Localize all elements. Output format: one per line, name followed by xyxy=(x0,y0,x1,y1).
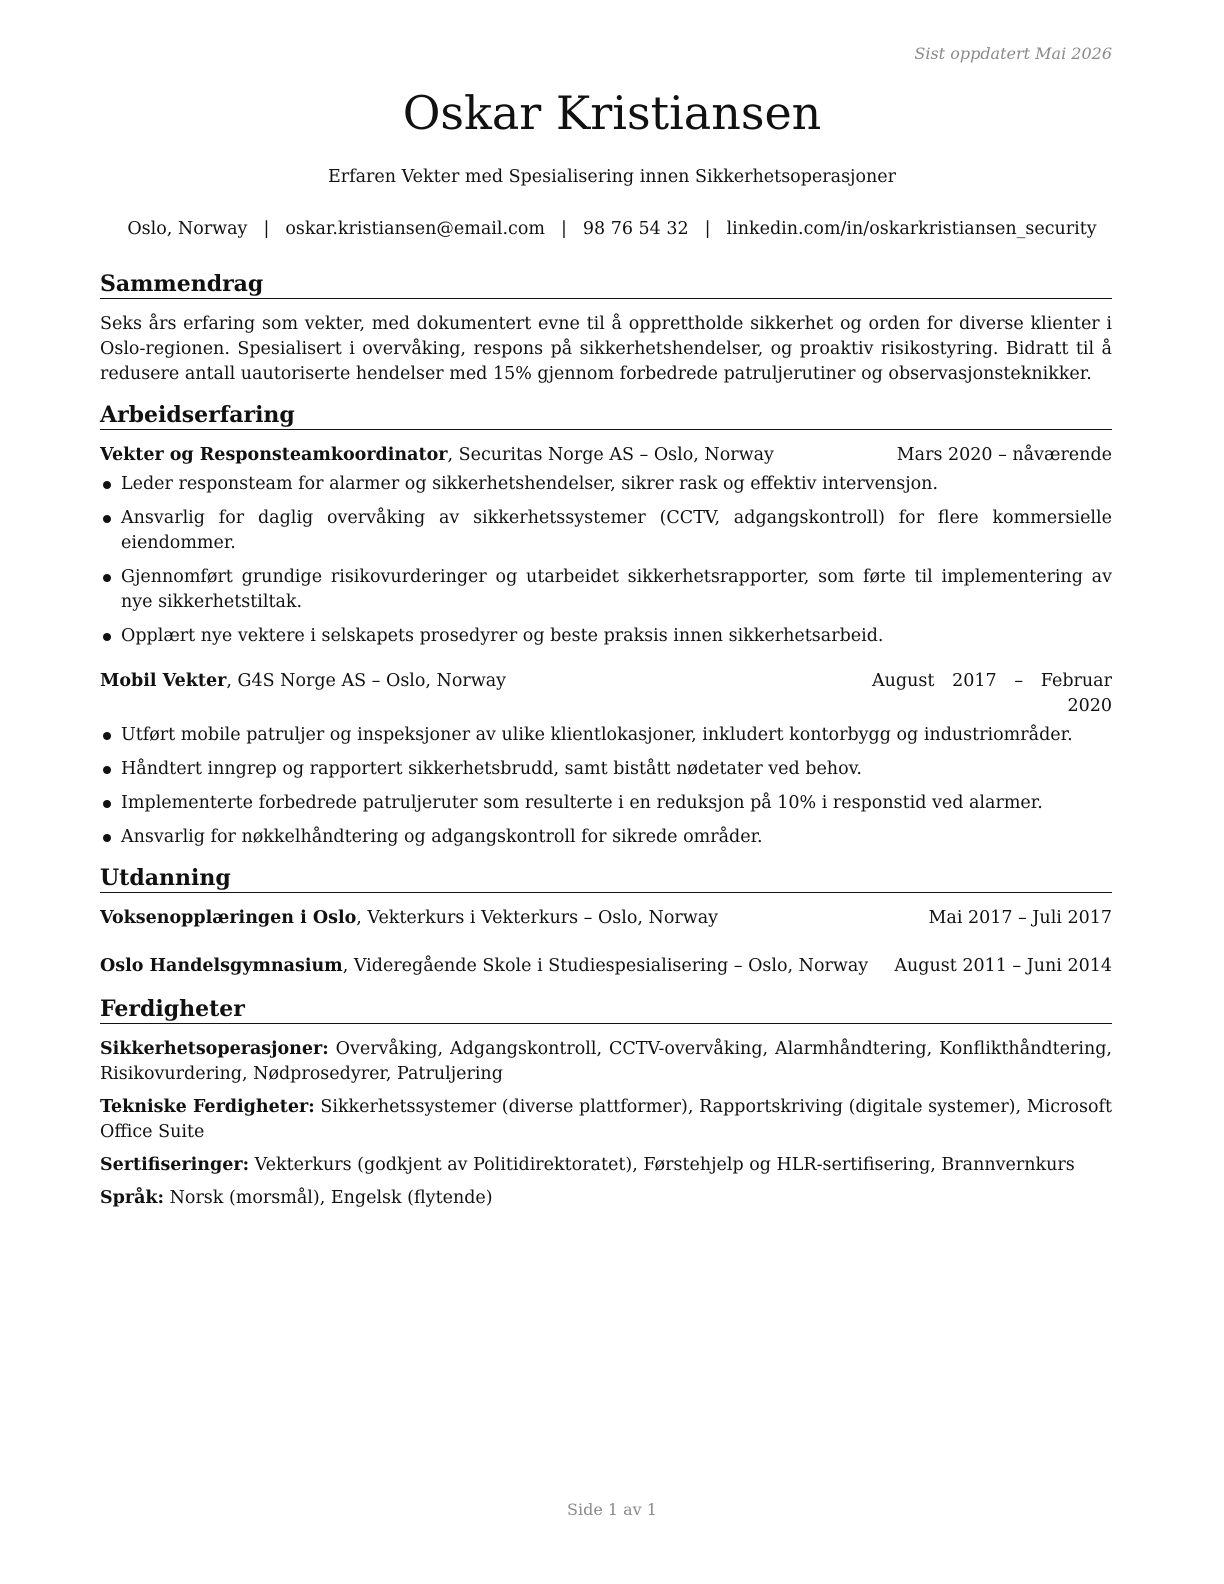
education-school: Voksenopplæringen i Oslo xyxy=(100,908,357,928)
education-dates: August 2011 – Juni 2014 xyxy=(894,956,1112,976)
section-title-education: Utdanning xyxy=(100,864,1112,893)
job-bullet: Opplært nye vektere i selskapets prosedyrer og beste praksis innen sikkerhetsarbeid. xyxy=(100,624,1112,649)
section-title-summary: Sammendrag xyxy=(100,270,1112,299)
contact-separator: | xyxy=(704,219,711,239)
skill-row xyxy=(100,1153,1112,1178)
job-bullet: Gjennomført grundige risikovurderinger og utarbeidet sikkerhetsrapporter, som førte til implementering av nye sikkerhetstiltak. xyxy=(100,565,1112,615)
education-school: Oslo Handelsgymnasium xyxy=(100,956,343,976)
bullet-icon xyxy=(103,574,111,582)
last-updated-note: Sist oppdatert Mai 2026 xyxy=(914,44,1112,63)
skill-label: Tekniske Ferdigheter: xyxy=(100,1097,315,1117)
job-bullet: Implementerte forbedrede patruljeruter som resulterte i en reduksjon på 10% i responstid ved alarmer. xyxy=(100,791,1112,816)
contact-location: Oslo, Norway xyxy=(127,219,248,239)
job-role: Mobil Vekter xyxy=(100,671,227,691)
job-bullet: Ansvarlig for nøkkelhåndtering og adgangskontroll for sikrede områder. xyxy=(100,825,1112,850)
bullet-icon xyxy=(103,834,111,842)
job-dates: August 2017 – Februar 2020 xyxy=(872,671,1112,716)
job-bullet: Leder responsteam for alarmer og sikkerhetshendelser, sikrer rask og effektiv intervensjon. xyxy=(100,472,1112,497)
bullet-icon xyxy=(103,732,111,740)
section-title-skills: Ferdigheter xyxy=(100,995,1112,1024)
skill-label: Språk: xyxy=(100,1188,165,1208)
education-detail: , Videregående Skole i Studiespesialisering – Oslo, Norway xyxy=(342,956,869,976)
skill-text: Sikkerhetssystemer (diverse plattformer), Rapportskriving (digitale systemer), Microsoft Office Suite xyxy=(100,1097,1112,1142)
contact-line xyxy=(0,219,1224,239)
skill-row xyxy=(100,1186,1112,1211)
bullet-icon xyxy=(103,481,111,489)
job-org: , G4S Norge AS – Oslo, Norway xyxy=(226,671,507,691)
skill-text: Vekterkurs (godkjent av Politidirektoratet), Førstehjelp og HLR-sertifisering, Brannvernkurs xyxy=(249,1155,1075,1175)
job-bullets xyxy=(100,472,1112,649)
skill-text: Norsk (morsmål), Engelsk (flytende) xyxy=(164,1188,493,1208)
skill-text: Overvåking, Adgangskontroll, CCTV-overvåking, Alarmhåndtering, Konflikthåndtering, Risikovurdering, Nødprosedyrer, Patruljering xyxy=(100,1039,1112,1084)
bullet-icon xyxy=(103,515,111,523)
education-entry xyxy=(100,906,1112,931)
skill-row xyxy=(100,1095,1112,1145)
page-number: Side 1 av 1 xyxy=(567,1500,657,1519)
professional-title: Erfaren Vekter med Spesialisering innen Sikkerhetsoperasjoner xyxy=(327,167,897,187)
job-role: Vekter og Responsteamkoordinator xyxy=(100,445,448,465)
resume-body xyxy=(100,270,1112,1219)
job-dates: Mars 2020 – nåværende xyxy=(896,445,1112,465)
candidate-name: Oskar Kristiansen xyxy=(402,86,822,140)
education-detail: , Vekterkurs i Vekterkurs – Oslo, Norway xyxy=(356,908,719,928)
job-bullets xyxy=(100,723,1112,850)
job-entry xyxy=(100,669,1112,850)
job-org: , Securitas Norge AS – Oslo, Norway xyxy=(447,445,774,465)
skill-row xyxy=(100,1037,1112,1087)
contact-separator: | xyxy=(263,219,270,239)
education-entry xyxy=(100,954,1112,979)
job-bullet: Ansvarlig for daglig overvåking av sikkerhetssystemer (CCTV, adgangskontroll) for flere kommersielle eiendommer. xyxy=(100,506,1112,556)
skill-label: Sertifiseringer: xyxy=(100,1155,250,1175)
contact-email[interactable]: oskar.kristiansen@email.com xyxy=(285,219,545,239)
skill-label: Sikkerhetsoperasjoner: xyxy=(100,1039,329,1059)
bullet-icon xyxy=(103,766,111,774)
job-header xyxy=(100,443,1112,468)
summary-text: Seks års erfaring som vekter, med dokumentert evne til å opprettholde sikkerhet og orden for diverse klienter i Oslo-regionen. Spesialisert i overvåking, respons på sikkerhetshendelser, og proaktiv risikostyring. Bidratt til å redusere antall uautoriserte hendelser med 15% gjennom forbedrede patruljerutiner og observasjonsteknikker. xyxy=(100,314,1112,384)
bullet-icon xyxy=(103,633,111,641)
bullet-icon xyxy=(103,800,111,808)
job-bullet: Utført mobile patruljer og inspeksjoner av ulike klientlokasjoner, inkludert kontorbygg og industriområder. xyxy=(100,723,1112,748)
section-title-experience: Arbeidserfaring xyxy=(100,401,1112,430)
contact-phone: 98 76 54 32 xyxy=(582,219,689,239)
contact-linkedin[interactable]: linkedin.com/in/oskarkristiansen_security xyxy=(726,219,1097,239)
job-bullet: Håndtert inngrep og rapportert sikkerhetsbrudd, samt bistått nødetater ved behov. xyxy=(100,757,1112,782)
education-dates: Mai 2017 – Juli 2017 xyxy=(928,908,1112,928)
job-entry xyxy=(100,443,1112,649)
contact-separator: | xyxy=(560,219,567,239)
job-header xyxy=(100,669,1112,719)
